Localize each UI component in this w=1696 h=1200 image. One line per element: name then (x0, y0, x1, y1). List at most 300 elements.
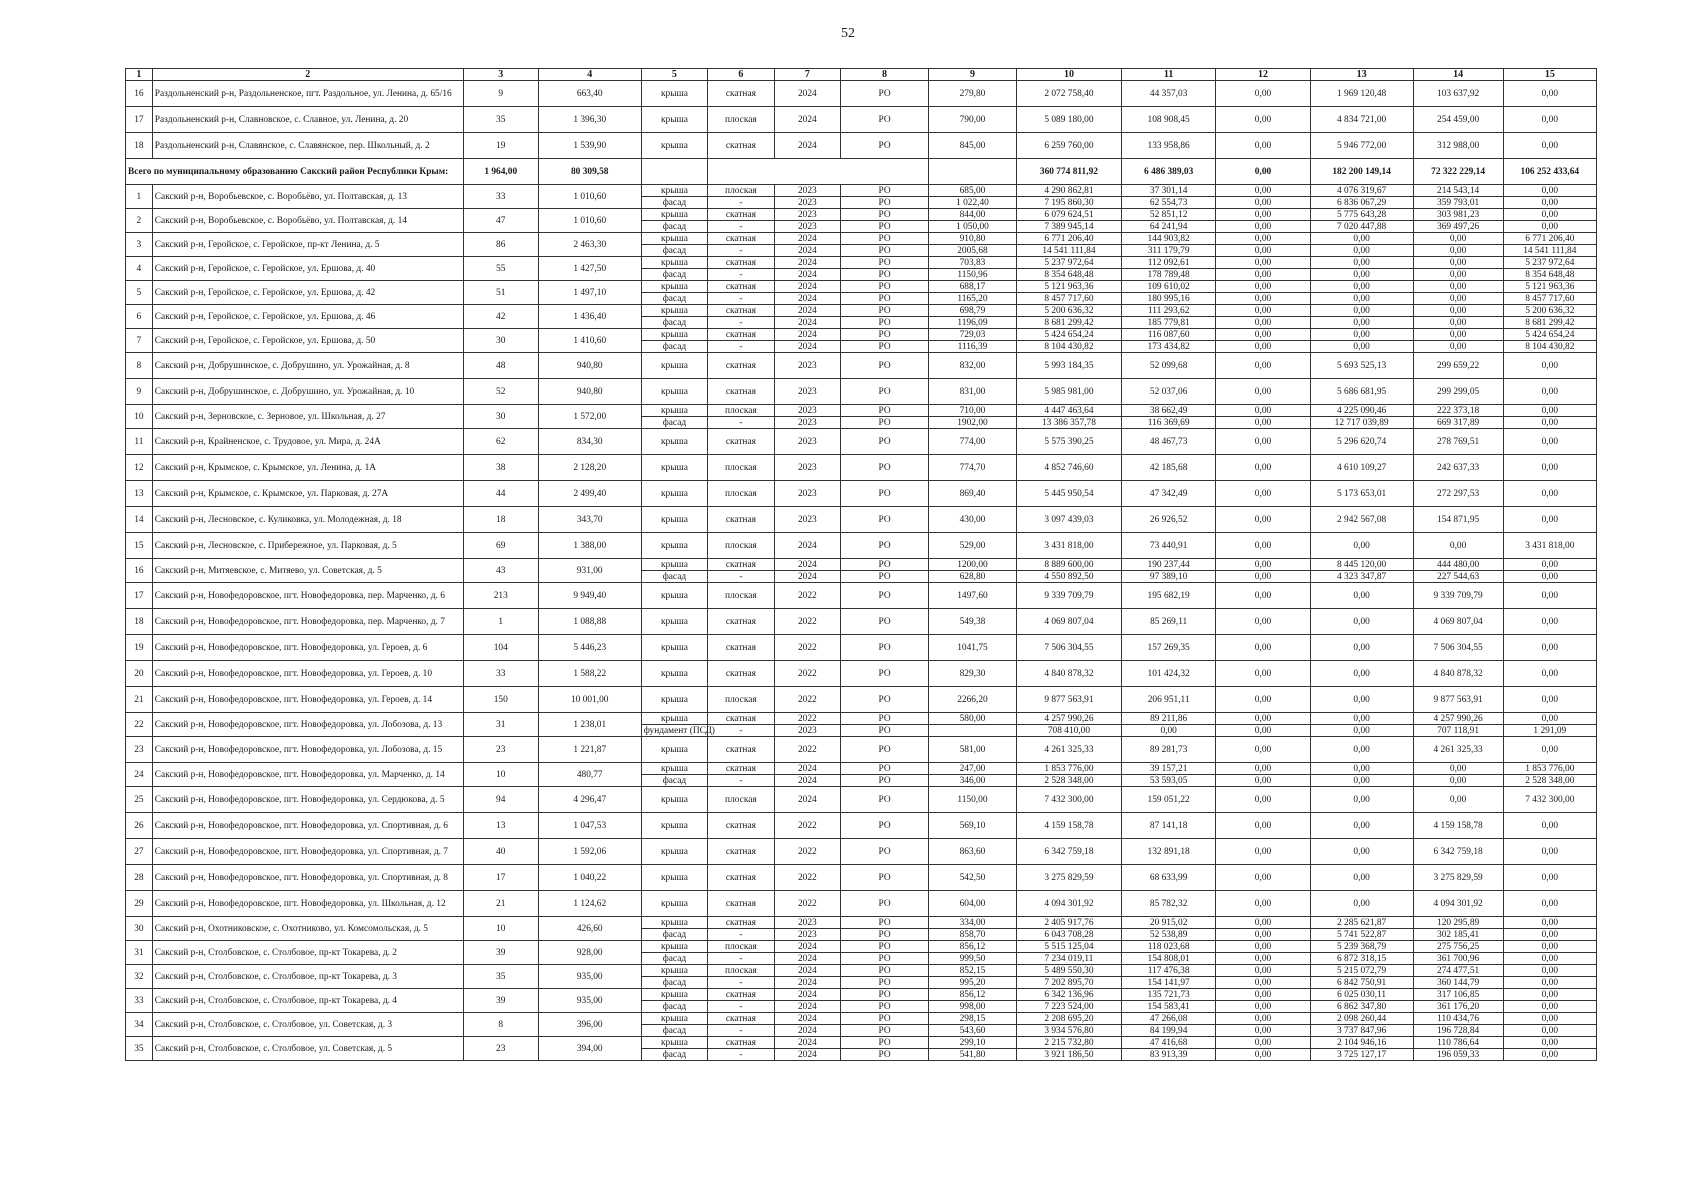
roof-type: - (708, 317, 774, 329)
area: 790,00 (929, 107, 1017, 133)
residents-count: 43 (463, 559, 538, 583)
area: 829,30 (929, 661, 1017, 687)
total-area: 80 309,58 (538, 159, 641, 185)
cost-col-13: 12 717 039,89 (1310, 417, 1413, 429)
row-number: 28 (126, 865, 153, 891)
cost-col-12: 0,00 (1216, 609, 1310, 635)
cost-col-11: 112 092,61 (1121, 257, 1215, 269)
work-type: крыша (641, 405, 707, 417)
cost-col-15: 7 432 300,00 (1503, 787, 1596, 813)
table-row (126, 559, 1597, 571)
building-area: 2 128,20 (538, 455, 641, 481)
cost-col-14: 0,00 (1413, 533, 1503, 559)
cost-col-11: 64 241,94 (1121, 221, 1215, 233)
cost-col-12: 0,00 (1216, 661, 1310, 687)
cost-col-13: 4 610 109,27 (1310, 455, 1413, 481)
funding-source: РО (841, 583, 929, 609)
year: 2022 (774, 839, 840, 865)
cost-col-12: 0,00 (1216, 429, 1310, 455)
work-type: крыша (641, 583, 707, 609)
row-number: 1 (126, 185, 153, 209)
cost-col-15: 0,00 (1503, 941, 1596, 953)
total-cost: 4 257 990,26 (1016, 713, 1121, 725)
roof-type: - (708, 341, 774, 353)
cost-col-11: 47 342,49 (1121, 481, 1215, 507)
cost-col-14: 242 637,33 (1413, 455, 1503, 481)
cost-col-12: 0,00 (1216, 687, 1310, 713)
table-row (126, 965, 1597, 977)
residents-count: 31 (463, 713, 538, 737)
year: 2022 (774, 583, 840, 609)
building-area: 1 427,50 (538, 257, 641, 281)
roof-type: скатная (708, 635, 774, 661)
cost-col-13: 5 173 653,01 (1310, 481, 1413, 507)
funding-source: РО (841, 269, 929, 281)
cost-col-15: 0,00 (1503, 977, 1596, 989)
cost-col-12: 0,00 (1216, 965, 1310, 977)
cost-col-14: 7 506 304,55 (1413, 635, 1503, 661)
building-area: 1 221,87 (538, 737, 641, 763)
roof-type: - (708, 977, 774, 989)
year: 2024 (774, 977, 840, 989)
cost-col-11: 154 583,41 (1121, 1001, 1215, 1013)
cost-col-11: 154 808,01 (1121, 953, 1215, 965)
year: 2023 (774, 455, 840, 481)
funding-source: РО (841, 405, 929, 417)
roof-type: скатная (708, 305, 774, 317)
area: 710,00 (929, 405, 1017, 417)
total-cost: 6 342 759,18 (1016, 839, 1121, 865)
cost-col-14: 302 185,41 (1413, 929, 1503, 941)
work-type: крыша (641, 429, 707, 455)
table-row (126, 455, 1597, 481)
work-type: крыша (641, 507, 707, 533)
cost-col-14: 4 094 301,92 (1413, 891, 1503, 917)
table-row (126, 917, 1597, 929)
total-cost: 7 202 895,70 (1016, 977, 1121, 989)
cost-col-14: 360 144,79 (1413, 977, 1503, 989)
area: 569,10 (929, 813, 1017, 839)
address: Сакский р-н, Геройское, с. Геройское, ул. Ершова, д. 50 (152, 329, 463, 353)
cost-col-11: 62 554,73 (1121, 197, 1215, 209)
building-area: 1 588,22 (538, 661, 641, 687)
cost-col-13: 0,00 (1310, 725, 1413, 737)
row-number: 9 (126, 379, 153, 405)
year: 2024 (774, 1049, 840, 1061)
roof-type: скатная (708, 917, 774, 929)
cost-col-11: 73 440,91 (1121, 533, 1215, 559)
empty-cell (641, 159, 707, 185)
building-area: 9 949,40 (538, 583, 641, 609)
column-number-14: 14 (1413, 69, 1503, 81)
cost-col-12: 0,00 (1216, 281, 1310, 293)
funding-source: РО (841, 1013, 929, 1025)
cost-col-14: 669 317,89 (1413, 417, 1503, 429)
building-area: 4 296,47 (538, 787, 641, 813)
column-number-10: 10 (1016, 69, 1121, 81)
cost-col-14: 110 786,64 (1413, 1037, 1503, 1049)
roof-type: плоская (708, 583, 774, 609)
year: 2024 (774, 257, 840, 269)
address: Сакский р-н, Добрушинское, с. Добрушино, ул. Урожайная, д. 8 (152, 353, 463, 379)
funding-source: РО (841, 293, 929, 305)
residents-count: 40 (463, 839, 538, 865)
roof-type: - (708, 775, 774, 787)
roof-type: - (708, 571, 774, 583)
cost-col-14: 299 299,05 (1413, 379, 1503, 405)
cost-col-11: 157 269,35 (1121, 635, 1215, 661)
work-type: крыша (641, 379, 707, 405)
column-number-15: 15 (1503, 69, 1596, 81)
cost-col-13: 3 725 127,17 (1310, 1049, 1413, 1061)
cost-col-12: 0,00 (1216, 481, 1310, 507)
cost-col-14: 317 106,85 (1413, 989, 1503, 1001)
building-area: 343,70 (538, 507, 641, 533)
roof-type: скатная (708, 379, 774, 405)
work-type: крыша (641, 533, 707, 559)
cost-col-11: 37 301,14 (1121, 185, 1215, 197)
work-type: крыша (641, 559, 707, 571)
total-cost: 2 528 348,00 (1016, 775, 1121, 787)
funding-source: РО (841, 197, 929, 209)
cost-col-11: 42 185,68 (1121, 455, 1215, 481)
year: 2023 (774, 929, 840, 941)
cost-col-14: 9 339 709,79 (1413, 583, 1503, 609)
funding-source: РО (841, 353, 929, 379)
cost-col-15: 3 431 818,00 (1503, 533, 1596, 559)
building-area: 935,00 (538, 965, 641, 989)
total-cost: 2 072 758,40 (1016, 81, 1121, 107)
area: 774,00 (929, 429, 1017, 455)
cost-col-12: 0,00 (1216, 839, 1310, 865)
work-type: крыша (641, 941, 707, 953)
cost-col-12: 0,00 (1216, 929, 1310, 941)
building-area: 1 410,60 (538, 329, 641, 353)
roof-type: скатная (708, 257, 774, 269)
work-type: крыша (641, 455, 707, 481)
address: Сакский р-н, Новофедоровское, пгт. Новофедоровка, ул. Лобозова, д. 15 (152, 737, 463, 763)
cost-col-14: 274 477,51 (1413, 965, 1503, 977)
cost-col-14: 278 769,51 (1413, 429, 1503, 455)
area: 998,00 (929, 1001, 1017, 1013)
column-number-6: 6 (708, 69, 774, 81)
residents-count: 86 (463, 233, 538, 257)
roof-type: - (708, 417, 774, 429)
total-cost: 9 877 563,91 (1016, 687, 1121, 713)
year: 2023 (774, 417, 840, 429)
area: 1165,20 (929, 293, 1017, 305)
cost-col-15: 0,00 (1503, 455, 1596, 481)
address: Сакский р-н, Новофедоровское, пгт. Новофедоровка, пер. Марченко, д. 7 (152, 609, 463, 635)
total-cost: 4 290 862,81 (1016, 185, 1121, 197)
column-number-1: 1 (126, 69, 153, 81)
total-cost: 13 386 357,78 (1016, 417, 1121, 429)
area: 1116,39 (929, 341, 1017, 353)
cost-col-14: 4 840 878,32 (1413, 661, 1503, 687)
cost-col-15: 0,00 (1503, 133, 1596, 159)
cost-col-13: 5 686 681,95 (1310, 379, 1413, 405)
row-number: 8 (126, 353, 153, 379)
roof-type: плоская (708, 185, 774, 197)
cost-col-15: 0,00 (1503, 609, 1596, 635)
funding-source: РО (841, 341, 929, 353)
cost-col-12: 0,00 (1216, 317, 1310, 329)
year: 2022 (774, 737, 840, 763)
residents-count: 10 (463, 763, 538, 787)
row-number: 30 (126, 917, 153, 941)
work-type: крыша (641, 609, 707, 635)
cost-col-11: 0,00 (1121, 725, 1215, 737)
cost-col-15: 14 541 111,84 (1503, 245, 1596, 257)
cost-col-15: 0,00 (1503, 1025, 1596, 1037)
year: 2024 (774, 787, 840, 813)
funding-source: РО (841, 865, 929, 891)
cost-col-13: 0,00 (1310, 281, 1413, 293)
area: 698,79 (929, 305, 1017, 317)
year: 2024 (774, 269, 840, 281)
residents-count: 10 (463, 917, 538, 941)
cost-col-15: 0,00 (1503, 353, 1596, 379)
residents-count: 18 (463, 507, 538, 533)
cost-col-14: 0,00 (1413, 763, 1503, 775)
roof-type: плоская (708, 455, 774, 481)
funding-source: РО (841, 221, 929, 233)
roof-type: - (708, 953, 774, 965)
work-type: крыша (641, 737, 707, 763)
table-row (126, 233, 1597, 245)
total-cost: 4 447 463,64 (1016, 405, 1121, 417)
cost-col-15: 0,00 (1503, 507, 1596, 533)
building-area: 834,30 (538, 429, 641, 455)
building-area: 1 436,40 (538, 305, 641, 329)
cost-col-14: 0,00 (1413, 269, 1503, 281)
area: 832,00 (929, 353, 1017, 379)
funding-source: РО (841, 1001, 929, 1013)
roof-type: скатная (708, 1013, 774, 1025)
cost-col-13: 4 076 319,67 (1310, 185, 1413, 197)
table-row (126, 989, 1597, 1001)
area: 346,00 (929, 775, 1017, 787)
cost-col-14: 361 700,96 (1413, 953, 1503, 965)
table-row (126, 353, 1597, 379)
table-row (126, 209, 1597, 221)
address: Сакский р-н, Новофедоровское, пгт. Новофедоровка, ул. Спортивная, д. 6 (152, 813, 463, 839)
cost-col-12: 0,00 (1216, 417, 1310, 429)
row-number: 35 (126, 1037, 153, 1061)
cost-col-13: 0,00 (1310, 245, 1413, 257)
cost-col-15: 8 104 430,82 (1503, 341, 1596, 353)
residents-count: 33 (463, 185, 538, 209)
total-cost: 9 339 709,79 (1016, 583, 1121, 609)
work-type: крыша (641, 209, 707, 221)
cost-col-13: 5 693 525,13 (1310, 353, 1413, 379)
roof-type: - (708, 293, 774, 305)
work-type: крыша (641, 763, 707, 775)
cost-col-12: 0,00 (1216, 737, 1310, 763)
cost-col-13: 0,00 (1310, 891, 1413, 917)
total-cost: 3 275 829,59 (1016, 865, 1121, 891)
cost-col-15: 0,00 (1503, 1049, 1596, 1061)
area: 529,00 (929, 533, 1017, 559)
year: 2023 (774, 725, 840, 737)
total-cost: 7 223 524,00 (1016, 1001, 1121, 1013)
cost-col-13: 0,00 (1310, 233, 1413, 245)
building-area: 931,00 (538, 559, 641, 583)
funding-source: РО (841, 81, 929, 107)
cost-col-12: 0,00 (1216, 379, 1310, 405)
building-area: 1 572,00 (538, 405, 641, 429)
area: 604,00 (929, 891, 1017, 917)
roof-type: скатная (708, 353, 774, 379)
address: Сакский р-н, Новофедоровское, пгт. Новофедоровка, ул. Сердюкова, д. 5 (152, 787, 463, 813)
cost-col-13: 6 842 750,91 (1310, 977, 1413, 989)
total-col-15: 106 252 433,64 (1503, 159, 1596, 185)
cost-col-13: 2 942 567,08 (1310, 507, 1413, 533)
cost-col-12: 0,00 (1216, 1025, 1310, 1037)
roof-type: плоская (708, 941, 774, 953)
cost-col-15: 0,00 (1503, 989, 1596, 1001)
table-row (126, 507, 1597, 533)
funding-source: РО (841, 209, 929, 221)
table-row (126, 533, 1597, 559)
cost-col-15: 0,00 (1503, 481, 1596, 507)
roof-type: скатная (708, 609, 774, 635)
area: 1196,09 (929, 317, 1017, 329)
empty-cell (929, 159, 1017, 185)
cost-col-14: 0,00 (1413, 305, 1503, 317)
work-type: фасад (641, 977, 707, 989)
work-type: фасад (641, 775, 707, 787)
address: Сакский р-н, Добрушинское, с. Добрушино, ул. Урожайная, д. 10 (152, 379, 463, 405)
area: 580,00 (929, 713, 1017, 725)
row-number: 14 (126, 507, 153, 533)
address: Сакский р-н, Воробьевское, с. Воробьёво, ул. Полтавская, д. 13 (152, 185, 463, 209)
cost-col-15: 5 424 654,24 (1503, 329, 1596, 341)
cost-col-14: 154 871,95 (1413, 507, 1503, 533)
work-type: крыша (641, 865, 707, 891)
funding-source: РО (841, 481, 929, 507)
roof-type: плоская (708, 533, 774, 559)
roof-type: плоская (708, 107, 774, 133)
table-row (126, 1037, 1597, 1049)
residents-count: 21 (463, 891, 538, 917)
total-cost: 5 993 184,35 (1016, 353, 1121, 379)
residents-count: 13 (463, 813, 538, 839)
row-number: 19 (126, 635, 153, 661)
area: 541,80 (929, 1049, 1017, 1061)
cost-col-13: 5 741 522,87 (1310, 929, 1413, 941)
table-row (126, 891, 1597, 917)
building-area: 663,40 (538, 81, 641, 107)
area: 1041,75 (929, 635, 1017, 661)
funding-source: РО (841, 965, 929, 977)
residents-count: 39 (463, 989, 538, 1013)
cost-col-12: 0,00 (1216, 81, 1310, 107)
work-type: фасад (641, 317, 707, 329)
roof-type: плоская (708, 687, 774, 713)
funding-source: РО (841, 609, 929, 635)
cost-col-11: 89 211,86 (1121, 713, 1215, 725)
cost-col-14: 196 728,84 (1413, 1025, 1503, 1037)
building-area: 1 592,06 (538, 839, 641, 865)
area: 910,80 (929, 233, 1017, 245)
table-row (126, 429, 1597, 455)
cost-col-12: 0,00 (1216, 1037, 1310, 1049)
cost-col-12: 0,00 (1216, 571, 1310, 583)
cost-col-15: 0,00 (1503, 917, 1596, 929)
work-type: фасад (641, 417, 707, 429)
residents-count: 30 (463, 405, 538, 429)
cost-col-11: 26 926,52 (1121, 507, 1215, 533)
total-cost: 3 431 818,00 (1016, 533, 1121, 559)
residents-count: 47 (463, 209, 538, 233)
cost-col-12: 0,00 (1216, 293, 1310, 305)
row-number: 18 (126, 133, 153, 159)
cost-col-14: 312 988,00 (1413, 133, 1503, 159)
cost-col-12: 0,00 (1216, 977, 1310, 989)
cost-col-11: 48 467,73 (1121, 429, 1215, 455)
roof-type: скатная (708, 429, 774, 455)
cost-col-11: 83 913,39 (1121, 1049, 1215, 1061)
roof-type: - (708, 245, 774, 257)
roof-type: скатная (708, 1037, 774, 1049)
cost-col-13: 0,00 (1310, 775, 1413, 787)
residents-count: 104 (463, 635, 538, 661)
cost-col-15: 0,00 (1503, 185, 1596, 197)
building-area: 1 040,22 (538, 865, 641, 891)
year: 2022 (774, 635, 840, 661)
year: 2024 (774, 965, 840, 977)
work-type: крыша (641, 233, 707, 245)
cost-col-14: 4 069 807,04 (1413, 609, 1503, 635)
cost-col-14: 110 434,76 (1413, 1013, 1503, 1025)
cost-col-14: 0,00 (1413, 281, 1503, 293)
row-number: 17 (126, 583, 153, 609)
cost-col-11: 173 434,82 (1121, 341, 1215, 353)
repair-program-table-container (125, 68, 1597, 1061)
cost-col-15: 0,00 (1503, 559, 1596, 571)
work-type: крыша (641, 1013, 707, 1025)
year: 2023 (774, 429, 840, 455)
total-cost: 4 840 878,32 (1016, 661, 1121, 687)
column-number-4: 4 (538, 69, 641, 81)
cost-col-11: 52 538,89 (1121, 929, 1215, 941)
roof-type: скатная (708, 81, 774, 107)
year: 2024 (774, 317, 840, 329)
funding-source: РО (841, 317, 929, 329)
building-area: 480,77 (538, 763, 641, 787)
cost-col-11: 135 721,73 (1121, 989, 1215, 1001)
work-type: фасад (641, 269, 707, 281)
cost-col-14: 120 295,89 (1413, 917, 1503, 929)
area: 685,00 (929, 185, 1017, 197)
address: Сакский р-н, Новофедоровское, пгт. Новофедоровка, ул. Школьная, д. 12 (152, 891, 463, 917)
address: Сакский р-н, Новофедоровское, пгт. Новофедоровка, ул. Спортивная, д. 8 (152, 865, 463, 891)
total-cost: 360 774 811,92 (1016, 159, 1121, 185)
table-row (126, 379, 1597, 405)
row-number: 29 (126, 891, 153, 917)
address: Сакский р-н, Воробьевское, с. Воробьёво, ул. Полтавская, д. 14 (152, 209, 463, 233)
cost-col-15: 0,00 (1503, 583, 1596, 609)
funding-source: РО (841, 1037, 929, 1049)
cost-col-13: 5 215 072,79 (1310, 965, 1413, 977)
residents-count: 44 (463, 481, 538, 507)
cost-col-14: 369 497,26 (1413, 221, 1503, 233)
total-cost: 5 445 950,54 (1016, 481, 1121, 507)
row-number: 20 (126, 661, 153, 687)
year: 2022 (774, 687, 840, 713)
address: Раздольненский р-н, Славновское, с. Славное, ул. Ленина, д. 20 (152, 107, 463, 133)
